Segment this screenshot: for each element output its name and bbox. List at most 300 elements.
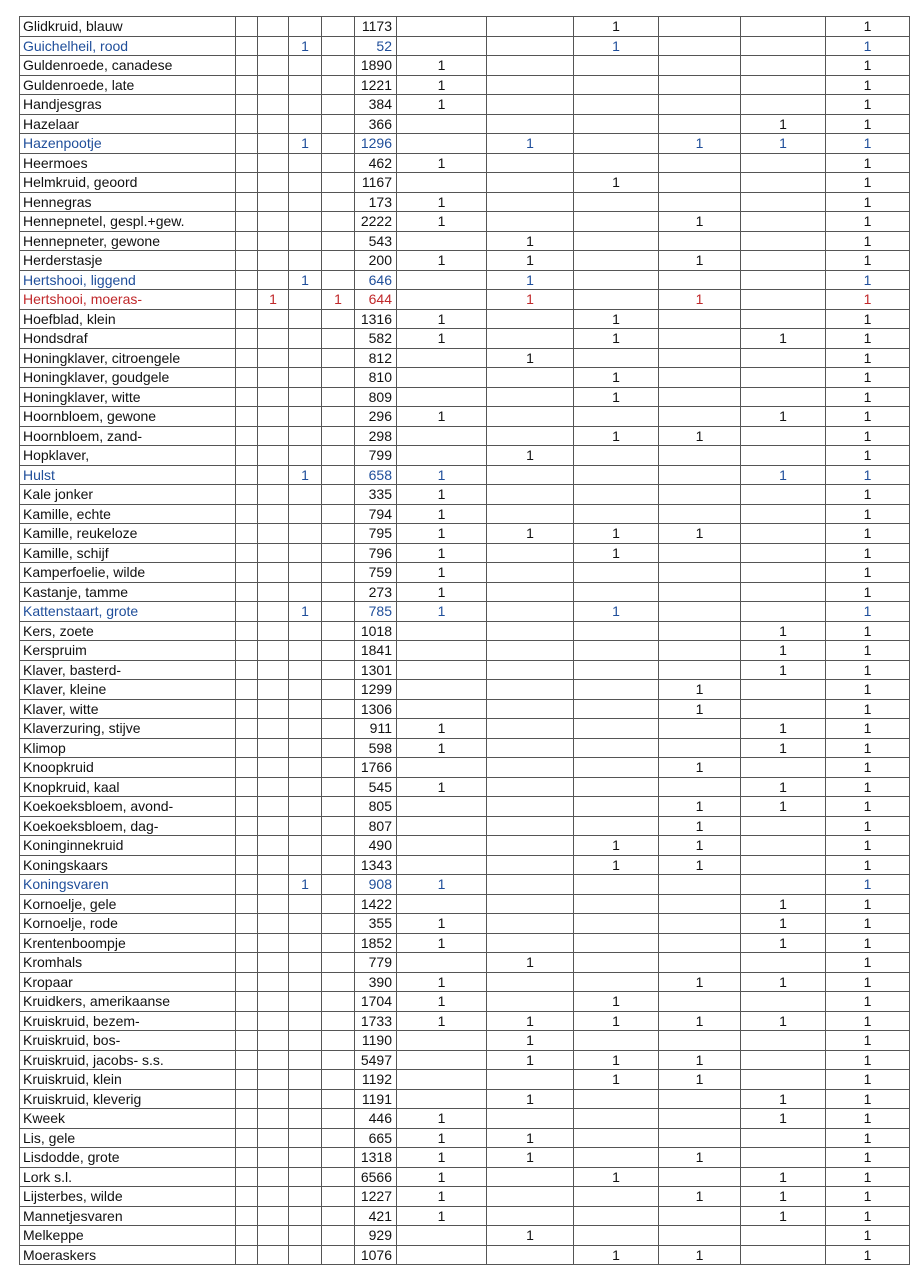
species-name: Koninginnekruid — [20, 836, 236, 856]
mark-col-1: 1 — [397, 75, 487, 95]
table-row — [20, 1011, 910, 1031]
mark-col-b — [289, 75, 322, 95]
mark-col-b — [289, 504, 322, 524]
total-mark: 1 — [826, 1050, 910, 1070]
species-name: Lis, gele — [20, 1128, 236, 1148]
mark-col-4 — [659, 621, 741, 641]
mark-col-2 — [487, 1187, 574, 1207]
mark-col-b — [289, 1167, 322, 1187]
mark-col-3: 1 — [574, 524, 659, 544]
mark-col-a — [258, 738, 289, 758]
mark-col-c — [322, 153, 355, 173]
total-mark: 1 — [826, 95, 910, 115]
mark-col-2 — [487, 641, 574, 661]
total-mark: 1 — [826, 1109, 910, 1129]
mark-col-c — [322, 543, 355, 563]
mark-col-b: 1 — [289, 134, 322, 154]
mark-col-a — [258, 660, 289, 680]
table-row — [20, 504, 910, 524]
mark-col-4 — [659, 485, 741, 505]
total-mark: 1 — [826, 251, 910, 271]
mark-col-c — [322, 563, 355, 583]
mark-col-1 — [397, 426, 487, 446]
table-row — [20, 1148, 910, 1168]
species-name: Melkeppe — [20, 1226, 236, 1246]
total-mark: 1 — [826, 894, 910, 914]
total-mark: 1 — [826, 875, 910, 895]
mark-col-2 — [487, 602, 574, 622]
mark-col-1 — [397, 953, 487, 973]
total-mark: 1 — [826, 504, 910, 524]
record-number: 1173 — [355, 17, 397, 37]
mark-col-1 — [397, 660, 487, 680]
mark-col-c — [322, 758, 355, 778]
mark-col-a — [258, 1148, 289, 1168]
mark-col-5: 1 — [741, 1167, 826, 1187]
total-mark: 1 — [826, 348, 910, 368]
mark-col-3 — [574, 1206, 659, 1226]
mark-col-c — [322, 465, 355, 485]
mark-col-b — [289, 543, 322, 563]
mark-col-a — [258, 758, 289, 778]
mark-col-4 — [659, 1109, 741, 1129]
mark-col-c — [322, 387, 355, 407]
mark-col-5: 1 — [741, 407, 826, 427]
total-mark: 1 — [826, 329, 910, 349]
mark-col-3: 1 — [574, 1050, 659, 1070]
mark-col-4 — [659, 582, 741, 602]
mark-col-b — [289, 1128, 322, 1148]
total-mark: 1 — [826, 1070, 910, 1090]
mark-col-c — [322, 1148, 355, 1168]
table-row — [20, 329, 910, 349]
mark-col-4: 1 — [659, 816, 741, 836]
blank-col — [236, 231, 258, 251]
mark-col-1: 1 — [397, 465, 487, 485]
record-number: 1076 — [355, 1245, 397, 1265]
mark-col-3 — [574, 446, 659, 466]
mark-col-1 — [397, 173, 487, 193]
mark-col-4 — [659, 407, 741, 427]
table-row — [20, 894, 910, 914]
mark-col-b: 1 — [289, 875, 322, 895]
mark-col-5: 1 — [741, 1089, 826, 1109]
species-name: Handjesgras — [20, 95, 236, 115]
mark-col-2 — [487, 680, 574, 700]
total-mark: 1 — [826, 153, 910, 173]
mark-col-5: 1 — [741, 641, 826, 661]
species-name: Klaverzuring, stijve — [20, 719, 236, 739]
blank-col — [236, 329, 258, 349]
mark-col-5: 1 — [741, 329, 826, 349]
blank-col — [236, 1167, 258, 1187]
blank-col — [236, 134, 258, 154]
mark-col-5 — [741, 543, 826, 563]
mark-col-b — [289, 173, 322, 193]
mark-col-4: 1 — [659, 212, 741, 232]
total-mark: 1 — [826, 231, 910, 251]
mark-col-c — [322, 231, 355, 251]
mark-col-a — [258, 777, 289, 797]
mark-col-5 — [741, 524, 826, 544]
mark-col-3: 1 — [574, 426, 659, 446]
mark-col-4: 1 — [659, 972, 741, 992]
mark-col-1 — [397, 1070, 487, 1090]
mark-col-2 — [487, 719, 574, 739]
mark-col-4 — [659, 1226, 741, 1246]
total-mark: 1 — [826, 270, 910, 290]
mark-col-3 — [574, 407, 659, 427]
species-name: Hennepneter, gewone — [20, 231, 236, 251]
table-row — [20, 348, 910, 368]
mark-col-4 — [659, 192, 741, 212]
mark-col-2 — [487, 582, 574, 602]
mark-col-2: 1 — [487, 1050, 574, 1070]
mark-col-5 — [741, 231, 826, 251]
mark-col-1 — [397, 1245, 487, 1265]
species-table — [19, 16, 910, 1265]
table-row — [20, 446, 910, 466]
record-number: 490 — [355, 836, 397, 856]
mark-col-b — [289, 524, 322, 544]
total-mark: 1 — [826, 1128, 910, 1148]
mark-col-1 — [397, 699, 487, 719]
mark-col-c — [322, 953, 355, 973]
mark-col-a — [258, 1109, 289, 1129]
mark-col-5: 1 — [741, 972, 826, 992]
mark-col-a — [258, 95, 289, 115]
blank-col — [236, 524, 258, 544]
mark-col-3 — [574, 1109, 659, 1129]
mark-col-2 — [487, 485, 574, 505]
table-row — [20, 1089, 910, 1109]
blank-col — [236, 1148, 258, 1168]
blank-col — [236, 1226, 258, 1246]
mark-col-4 — [659, 914, 741, 934]
mark-col-5: 1 — [741, 660, 826, 680]
mark-col-c — [322, 777, 355, 797]
species-name: Hazenpootje — [20, 134, 236, 154]
table-row — [20, 173, 910, 193]
mark-col-b — [289, 738, 322, 758]
species-name: Lork s.l. — [20, 1167, 236, 1187]
species-name: Kers, zoete — [20, 621, 236, 641]
blank-col — [236, 1245, 258, 1265]
mark-col-3 — [574, 953, 659, 973]
total-mark: 1 — [826, 56, 910, 76]
table-row — [20, 914, 910, 934]
record-number: 384 — [355, 95, 397, 115]
mark-col-c — [322, 75, 355, 95]
mark-col-3 — [574, 134, 659, 154]
mark-col-4 — [659, 1089, 741, 1109]
blank-col — [236, 797, 258, 817]
mark-col-b — [289, 290, 322, 310]
mark-col-b — [289, 1011, 322, 1031]
species-name: Hondsdraf — [20, 329, 236, 349]
record-number: 1306 — [355, 699, 397, 719]
total-mark: 1 — [826, 75, 910, 95]
species-name: Kale jonker — [20, 485, 236, 505]
mark-col-5 — [741, 75, 826, 95]
table-row — [20, 1128, 910, 1148]
mark-col-3 — [574, 192, 659, 212]
mark-col-2 — [487, 36, 574, 56]
mark-col-b — [289, 1148, 322, 1168]
mark-col-1: 1 — [397, 251, 487, 271]
mark-col-a — [258, 914, 289, 934]
species-name: Kruiskruid, klein — [20, 1070, 236, 1090]
blank-col — [236, 894, 258, 914]
table-row — [20, 524, 910, 544]
mark-col-c — [322, 270, 355, 290]
mark-col-4 — [659, 1206, 741, 1226]
species-name: Klimop — [20, 738, 236, 758]
total-mark: 1 — [826, 387, 910, 407]
mark-col-4: 1 — [659, 699, 741, 719]
mark-col-3 — [574, 875, 659, 895]
blank-col — [236, 192, 258, 212]
mark-col-2: 1 — [487, 446, 574, 466]
total-mark: 1 — [826, 621, 910, 641]
mark-col-1: 1 — [397, 972, 487, 992]
mark-col-2: 1 — [487, 1148, 574, 1168]
mark-col-3 — [574, 485, 659, 505]
mark-col-1: 1 — [397, 95, 487, 115]
total-mark: 1 — [826, 17, 910, 37]
blank-col — [236, 290, 258, 310]
species-name: Lisdodde, grote — [20, 1148, 236, 1168]
mark-col-1 — [397, 680, 487, 700]
mark-col-5 — [741, 192, 826, 212]
table-row — [20, 699, 910, 719]
mark-col-a — [258, 894, 289, 914]
mark-col-4 — [659, 465, 741, 485]
total-mark: 1 — [826, 173, 910, 193]
mark-col-4 — [659, 114, 741, 134]
mark-col-1 — [397, 270, 487, 290]
mark-col-5 — [741, 1070, 826, 1090]
species-name: Kamille, reukeloze — [20, 524, 236, 544]
mark-col-3 — [574, 1031, 659, 1051]
mark-col-2: 1 — [487, 231, 574, 251]
mark-col-3 — [574, 56, 659, 76]
mark-col-c — [322, 348, 355, 368]
species-name: Knopkruid, kaal — [20, 777, 236, 797]
mark-col-1: 1 — [397, 1148, 487, 1168]
mark-col-1: 1 — [397, 582, 487, 602]
mark-col-5 — [741, 17, 826, 37]
blank-col — [236, 836, 258, 856]
blank-col — [236, 1187, 258, 1207]
mark-col-4 — [659, 641, 741, 661]
total-mark: 1 — [826, 1148, 910, 1168]
mark-col-c — [322, 699, 355, 719]
species-name: Klaver, kleine — [20, 680, 236, 700]
species-name: Kruidkers, amerikaanse — [20, 992, 236, 1012]
mark-col-4 — [659, 17, 741, 37]
mark-col-3 — [574, 75, 659, 95]
record-number: 1343 — [355, 855, 397, 875]
mark-col-5: 1 — [741, 1109, 826, 1129]
mark-col-3 — [574, 563, 659, 583]
species-name: Kromhals — [20, 953, 236, 973]
mark-col-5: 1 — [741, 933, 826, 953]
mark-col-5: 1 — [741, 114, 826, 134]
mark-col-c — [322, 309, 355, 329]
mark-col-5: 1 — [741, 777, 826, 797]
mark-col-5 — [741, 855, 826, 875]
table-row — [20, 836, 910, 856]
mark-col-3 — [574, 465, 659, 485]
record-number: 173 — [355, 192, 397, 212]
mark-col-a — [258, 36, 289, 56]
mark-col-3 — [574, 114, 659, 134]
mark-col-5 — [741, 992, 826, 1012]
mark-col-4 — [659, 368, 741, 388]
mark-col-b — [289, 387, 322, 407]
mark-col-5: 1 — [741, 134, 826, 154]
mark-col-2 — [487, 992, 574, 1012]
total-mark: 1 — [826, 1226, 910, 1246]
mark-col-b — [289, 797, 322, 817]
mark-col-2 — [487, 797, 574, 817]
blank-col — [236, 1206, 258, 1226]
table-row — [20, 992, 910, 1012]
total-mark: 1 — [826, 524, 910, 544]
total-mark: 1 — [826, 543, 910, 563]
mark-col-1 — [397, 231, 487, 251]
record-number: 646 — [355, 270, 397, 290]
mark-col-3: 1 — [574, 387, 659, 407]
total-mark: 1 — [826, 953, 910, 973]
blank-col — [236, 660, 258, 680]
table-row — [20, 426, 910, 446]
mark-col-a — [258, 1070, 289, 1090]
mark-col-b — [289, 699, 322, 719]
species-name: Hennepnetel, gespl.+gew. — [20, 212, 236, 232]
mark-col-b: 1 — [289, 602, 322, 622]
table-row — [20, 758, 910, 778]
mark-col-1 — [397, 855, 487, 875]
mark-col-4: 1 — [659, 134, 741, 154]
record-number: 644 — [355, 290, 397, 310]
mark-col-c — [322, 1128, 355, 1148]
mark-col-3 — [574, 1089, 659, 1109]
mark-col-b — [289, 17, 322, 37]
species-name: Lijsterbes, wilde — [20, 1187, 236, 1207]
table-row — [20, 719, 910, 739]
record-number: 598 — [355, 738, 397, 758]
species-name: Kamille, echte — [20, 504, 236, 524]
mark-col-4 — [659, 738, 741, 758]
record-number: 1890 — [355, 56, 397, 76]
species-name: Klaver, basterd- — [20, 660, 236, 680]
mark-col-4 — [659, 231, 741, 251]
table-row — [20, 231, 910, 251]
mark-col-c — [322, 251, 355, 271]
blank-col — [236, 56, 258, 76]
mark-col-5 — [741, 875, 826, 895]
mark-col-2 — [487, 1070, 574, 1090]
mark-col-2 — [487, 465, 574, 485]
mark-col-3 — [574, 348, 659, 368]
mark-col-c — [322, 36, 355, 56]
mark-col-1: 1 — [397, 309, 487, 329]
record-number: 794 — [355, 504, 397, 524]
mark-col-3: 1 — [574, 602, 659, 622]
mark-col-a — [258, 1031, 289, 1051]
mark-col-a — [258, 875, 289, 895]
record-number: 908 — [355, 875, 397, 895]
mark-col-2: 1 — [487, 953, 574, 973]
mark-col-2 — [487, 387, 574, 407]
species-name: Glidkruid, blauw — [20, 17, 236, 37]
blank-col — [236, 875, 258, 895]
table-row — [20, 1206, 910, 1226]
mark-col-3: 1 — [574, 543, 659, 563]
mark-col-2: 1 — [487, 1031, 574, 1051]
mark-col-a — [258, 134, 289, 154]
table-row — [20, 641, 910, 661]
mark-col-3: 1 — [574, 855, 659, 875]
mark-col-5 — [741, 348, 826, 368]
mark-col-4: 1 — [659, 1245, 741, 1265]
species-name: Kornoelje, rode — [20, 914, 236, 934]
record-number: 779 — [355, 953, 397, 973]
mark-col-b — [289, 192, 322, 212]
mark-col-b — [289, 1109, 322, 1129]
mark-col-c: 1 — [322, 290, 355, 310]
table-row — [20, 738, 910, 758]
mark-col-a — [258, 699, 289, 719]
mark-col-2 — [487, 933, 574, 953]
mark-col-a — [258, 446, 289, 466]
mark-col-a — [258, 933, 289, 953]
mark-col-1 — [397, 816, 487, 836]
mark-col-c — [322, 1226, 355, 1246]
blank-col — [236, 602, 258, 622]
mark-col-c — [322, 329, 355, 349]
mark-col-4 — [659, 1031, 741, 1051]
table-row — [20, 192, 910, 212]
mark-col-1: 1 — [397, 602, 487, 622]
mark-col-2: 1 — [487, 1226, 574, 1246]
mark-col-5 — [741, 836, 826, 856]
mark-col-a — [258, 1089, 289, 1109]
mark-col-a — [258, 485, 289, 505]
mark-col-a — [258, 972, 289, 992]
mark-col-a — [258, 1226, 289, 1246]
species-name: Kastanje, tamme — [20, 582, 236, 602]
mark-col-3 — [574, 660, 659, 680]
mark-col-5 — [741, 290, 826, 310]
record-number: 421 — [355, 1206, 397, 1226]
mark-col-2 — [487, 543, 574, 563]
mark-col-5 — [741, 563, 826, 583]
mark-col-1 — [397, 36, 487, 56]
mark-col-b — [289, 836, 322, 856]
blank-col — [236, 992, 258, 1012]
mark-col-2 — [487, 621, 574, 641]
table-row — [20, 855, 910, 875]
mark-col-1: 1 — [397, 1128, 487, 1148]
table-row — [20, 1070, 910, 1090]
mark-col-c — [322, 426, 355, 446]
record-number: 6566 — [355, 1167, 397, 1187]
mark-col-c — [322, 836, 355, 856]
mark-col-3 — [574, 933, 659, 953]
